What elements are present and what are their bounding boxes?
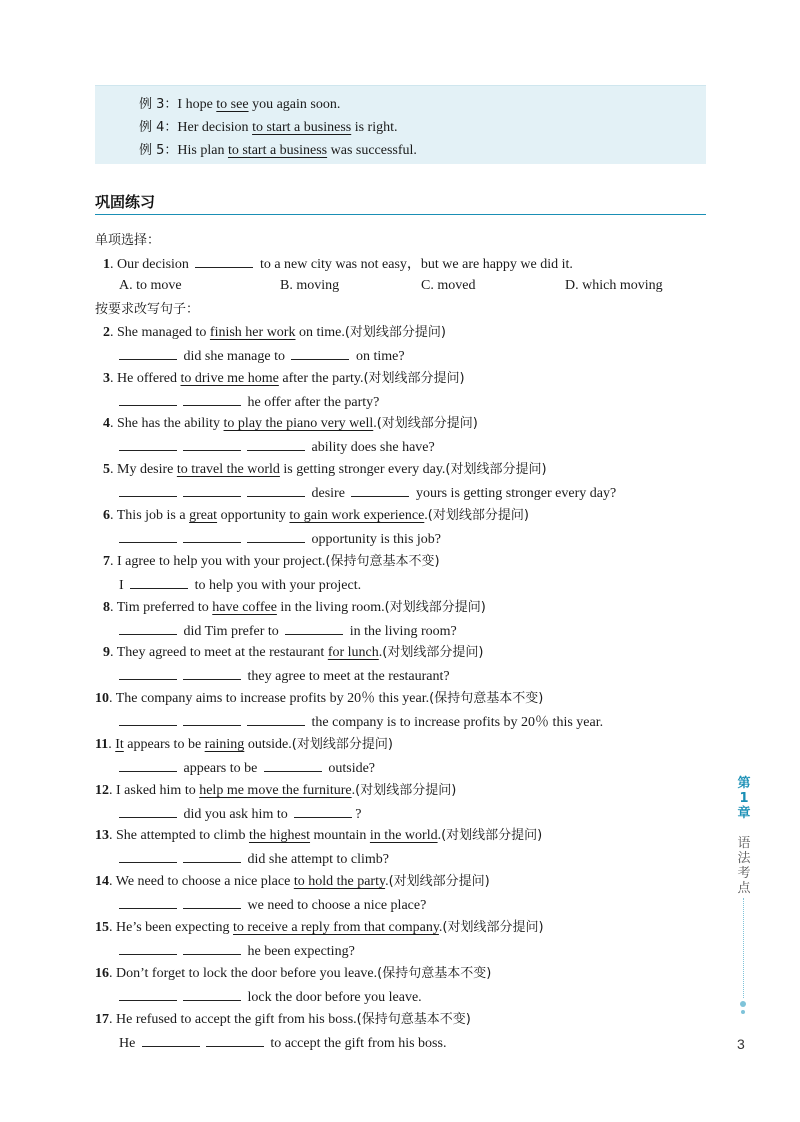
answer-text: ? (355, 807, 362, 822)
answer-blank[interactable] (183, 667, 241, 680)
example-3 (139, 93, 340, 113)
answer-text: opportunity is this job? (308, 532, 441, 547)
example-box (95, 85, 706, 164)
option-b[interactable]: B. moving (280, 278, 340, 293)
answer-text: yours is getting stronger every day? (412, 486, 617, 501)
question-underlined: for lunch (327, 645, 379, 660)
answer-blank[interactable] (119, 438, 177, 451)
answer-blank[interactable] (183, 438, 241, 451)
question-instruction: (保持句意基本不变) (377, 966, 492, 981)
question-text: . This job is a (110, 508, 190, 523)
question-underlined: great (189, 508, 218, 523)
question-text: . I asked him to (109, 783, 200, 798)
answer-blank[interactable] (119, 942, 177, 955)
question-number: 3 (103, 371, 110, 386)
question-text: . We need to choose a nice place (109, 874, 294, 889)
answer-text: I (119, 578, 128, 593)
answer-line-7 (119, 576, 361, 595)
question-12 (95, 782, 456, 800)
question-text: mountain (310, 828, 370, 843)
example-underlined: to start a business (227, 143, 328, 158)
question-number: 2 (103, 325, 110, 340)
answer-text: did she attempt to climb? (244, 852, 390, 867)
section-divider (95, 214, 706, 215)
question-1 (103, 255, 573, 274)
example-label: 例 5： (139, 143, 178, 158)
question-text: is getting stronger every day. (279, 462, 446, 477)
answer-blank[interactable] (247, 713, 305, 726)
question-number: 13 (95, 828, 109, 843)
question-instruction: (对划线部分提问) (441, 828, 543, 843)
question-text: . He offered (110, 371, 181, 386)
question-text: . My desire (110, 462, 177, 477)
question-text: . She attempted to climb (109, 828, 249, 843)
question-text: . (378, 645, 383, 660)
question-text: . He’s been expecting (109, 920, 234, 935)
question-text: . (373, 416, 377, 431)
question-text: after the party. (278, 371, 364, 386)
page-number: 3 (737, 1036, 745, 1052)
question-number: 8 (103, 600, 110, 615)
question-instruction: (对划线部分提问) (427, 508, 529, 523)
example-text: His plan (177, 143, 228, 158)
question-text: to a new city was not easy，but we are happy we did it. (256, 257, 573, 272)
answer-text: outside? (324, 761, 376, 776)
question-8 (103, 599, 486, 617)
answer-text: appears to be (180, 761, 261, 776)
question-underlined: to travel the world (176, 462, 280, 477)
example-label: 例 3： (139, 97, 178, 112)
answer-blank[interactable] (294, 805, 352, 818)
answer-text: in the living room? (346, 624, 457, 639)
answer-line-4 (116, 438, 435, 457)
question-text: . Tim preferred to (110, 600, 213, 615)
question-underlined: to gain work experience (289, 508, 425, 523)
question-text: . (424, 508, 428, 523)
chapter-char: 章 (737, 806, 751, 821)
option-d[interactable]: D. which moving (565, 278, 663, 293)
answer-line-6 (116, 530, 441, 549)
answer-line-14 (116, 896, 426, 915)
answer-blank[interactable] (119, 988, 177, 1001)
question-underlined: to hold the party (293, 874, 386, 889)
question-instruction: (对划线部分提问) (382, 645, 484, 660)
answer-line-9 (116, 667, 450, 686)
question-underlined: to drive me home (180, 371, 279, 386)
answer-line-10 (116, 713, 603, 732)
answer-line-17 (119, 1034, 446, 1053)
example-underlined: to see (216, 97, 249, 112)
question-5 (103, 461, 547, 479)
side-dot (741, 1010, 745, 1014)
question-text: . I agree to help you with your project. (110, 554, 326, 569)
answer-blank[interactable] (119, 805, 177, 818)
option-c[interactable]: C. moved (421, 278, 476, 293)
example-text: I hope (177, 97, 217, 112)
question-3 (103, 370, 465, 388)
question-underlined: It (115, 737, 124, 752)
question-underlined: the highest (248, 828, 311, 843)
question-text: . He refused to accept the gift from his boss. (109, 1012, 357, 1027)
answer-text: desire (308, 486, 349, 501)
answer-text: on time? (352, 349, 405, 364)
question-instruction: (对划线部分提问) (363, 371, 465, 386)
answer-blank[interactable] (195, 255, 253, 268)
question-instruction: (对划线部分提问) (344, 325, 447, 340)
question-text: . (437, 828, 442, 843)
question-underlined: in the world (369, 828, 438, 843)
answer-blank[interactable] (285, 622, 343, 635)
answer-line-11 (116, 759, 375, 778)
answer-line-2 (116, 347, 405, 366)
chapter-char: 1 (739, 791, 749, 806)
example-4 (139, 116, 398, 136)
answer-blank[interactable] (119, 896, 177, 909)
answer-blank[interactable] (183, 393, 241, 406)
example-text: Her decision (177, 120, 253, 135)
example-text: was successful. (327, 143, 417, 158)
answer-line-15 (116, 942, 355, 961)
answer-blank[interactable] (142, 1034, 200, 1047)
question-text: . She managed to (110, 325, 210, 340)
question-2 (103, 324, 446, 342)
question-instruction: (对划线部分提问) (445, 462, 547, 477)
question-text: . (108, 737, 116, 752)
part2-heading: 按要求改写句子： (95, 302, 200, 317)
answer-text: he been expecting? (244, 944, 355, 959)
answer-blank[interactable] (183, 850, 241, 863)
question-number: 7 (103, 554, 110, 569)
answer-blank[interactable] (183, 484, 241, 497)
chapter-title (736, 836, 752, 896)
question-number: 12 (95, 783, 109, 798)
question-number: 14 (95, 874, 109, 889)
answer-line-8 (116, 622, 457, 641)
answer-blank[interactable] (119, 713, 177, 726)
question-text: . (438, 920, 443, 935)
answer-blank[interactable] (183, 988, 241, 1001)
question-instruction: (对划线部分提问) (355, 783, 457, 798)
chapter-tab (736, 776, 752, 821)
question-underlined: to play the piano very well (223, 416, 374, 431)
question-11 (95, 736, 393, 754)
question-15 (95, 919, 544, 937)
example-label: 例 4： (139, 120, 178, 135)
question-instruction: (对划线部分提问) (384, 600, 486, 615)
question-underlined: have coffee (212, 600, 277, 615)
question-10 (95, 690, 543, 708)
question-4 (103, 415, 478, 433)
question-instruction: (对划线部分提问) (376, 416, 478, 431)
question-number: 15 (95, 920, 109, 935)
question-underlined: finish her work (209, 325, 296, 340)
option-a[interactable]: A. to move (119, 278, 182, 293)
answer-blank[interactable] (351, 484, 409, 497)
part1-heading: 单项选择： (95, 233, 161, 248)
question-16 (95, 965, 491, 983)
question-text: opportunity (217, 508, 290, 523)
answer-blank[interactable] (119, 622, 177, 635)
question-text: on time. (295, 325, 345, 340)
question-number: 1 (103, 257, 110, 272)
question-number: 17 (95, 1012, 109, 1027)
answer-line-12 (116, 805, 361, 824)
answer-text: they agree to meet at the restaurant? (244, 669, 450, 684)
question-instruction: (保持句意基本不变) (356, 1012, 471, 1027)
answer-blank[interactable] (247, 438, 305, 451)
answer-text: he offer after the party? (244, 395, 380, 410)
question-underlined: to receive a reply from that company (233, 920, 439, 935)
answer-blank[interactable] (119, 667, 177, 680)
answer-blank[interactable] (130, 576, 188, 589)
answer-blank[interactable] (206, 1034, 264, 1047)
answer-text: lock the door before you leave. (244, 990, 422, 1005)
answer-text: ability does she have? (308, 440, 435, 455)
answer-text: did you ask him to (180, 807, 292, 822)
chapter-title-char: 法 (737, 851, 751, 866)
answer-blank[interactable] (183, 713, 241, 726)
example-text: is right. (351, 120, 398, 135)
question-instruction: (保持句意基本不变) (429, 691, 544, 706)
answer-text: He (119, 1036, 139, 1051)
answer-blank[interactable] (183, 942, 241, 955)
question-text: . The company aims to increase profits by 20％ this year. (109, 691, 430, 706)
question-number: 16 (95, 966, 109, 981)
question-number: 11 (95, 737, 109, 752)
answer-line-5 (116, 484, 616, 503)
example-5 (139, 139, 417, 159)
question-13 (95, 827, 542, 845)
answer-blank[interactable] (247, 484, 305, 497)
question-9 (103, 644, 483, 662)
answer-line-3 (116, 393, 379, 412)
chapter-title-char: 考 (737, 866, 751, 881)
question-text: . Don’t forget to lock the door before you leave. (109, 966, 378, 981)
answer-text: to help you with your project. (191, 578, 362, 593)
answer-line-13 (116, 850, 389, 869)
question-14 (95, 873, 490, 891)
answer-blank[interactable] (183, 896, 241, 909)
answer-blank[interactable] (264, 759, 322, 772)
question-text: . They agreed to meet at the restaurant (110, 645, 328, 660)
question-underlined: help me move the furniture (199, 783, 352, 798)
answer-blank[interactable] (119, 393, 177, 406)
answer-blank[interactable] (119, 347, 177, 360)
question-17 (95, 1011, 471, 1029)
answer-blank[interactable] (119, 850, 177, 863)
answer-blank[interactable] (291, 347, 349, 360)
example-underlined: to start a business (252, 120, 352, 135)
question-number: 9 (103, 645, 110, 660)
question-text: . She has the ability (110, 416, 224, 431)
question-number: 5 (103, 462, 110, 477)
chapter-title-char: 点 (737, 881, 751, 896)
question-instruction: (对划线部分提问) (442, 920, 544, 935)
question-number: 10 (95, 691, 109, 706)
answer-blank[interactable] (247, 530, 305, 543)
chapter-title-char: 语 (737, 836, 751, 851)
question-text: appears to be (123, 737, 205, 752)
section-title: 巩固练习 (95, 193, 156, 211)
question-text: . Our decision (110, 257, 193, 272)
side-dot (740, 1001, 746, 1007)
answer-line-16 (116, 988, 422, 1007)
answer-blank[interactable] (119, 484, 177, 497)
question-instruction: (保持句意基本不变) (325, 554, 440, 569)
answer-text: did Tim prefer to (180, 624, 283, 639)
answer-text: we need to choose a nice place? (244, 898, 427, 913)
answer-text: did she manage to (180, 349, 289, 364)
side-dotted-line (743, 898, 744, 998)
question-underlined: raining (204, 737, 245, 752)
answer-blank[interactable] (183, 530, 241, 543)
question-number: 6 (103, 508, 110, 523)
chapter-char: 第 (737, 776, 751, 791)
question-instruction: (对划线部分提问) (388, 874, 490, 889)
question-number: 4 (103, 416, 110, 431)
question-instruction: (对划线部分提问) (291, 737, 393, 752)
question-text: . (351, 783, 356, 798)
question-text: . (385, 874, 389, 889)
question-text: outside. (244, 737, 292, 752)
answer-text: to accept the gift from his boss. (266, 1036, 447, 1051)
answer-text: the company is to increase profits by 20％ this year. (308, 715, 604, 730)
question-7 (103, 553, 440, 571)
answer-blank[interactable] (119, 530, 177, 543)
question-text: in the living room. (276, 600, 385, 615)
example-text: you again soon. (248, 97, 341, 112)
answer-blank[interactable] (119, 759, 177, 772)
question-6 (103, 507, 529, 525)
